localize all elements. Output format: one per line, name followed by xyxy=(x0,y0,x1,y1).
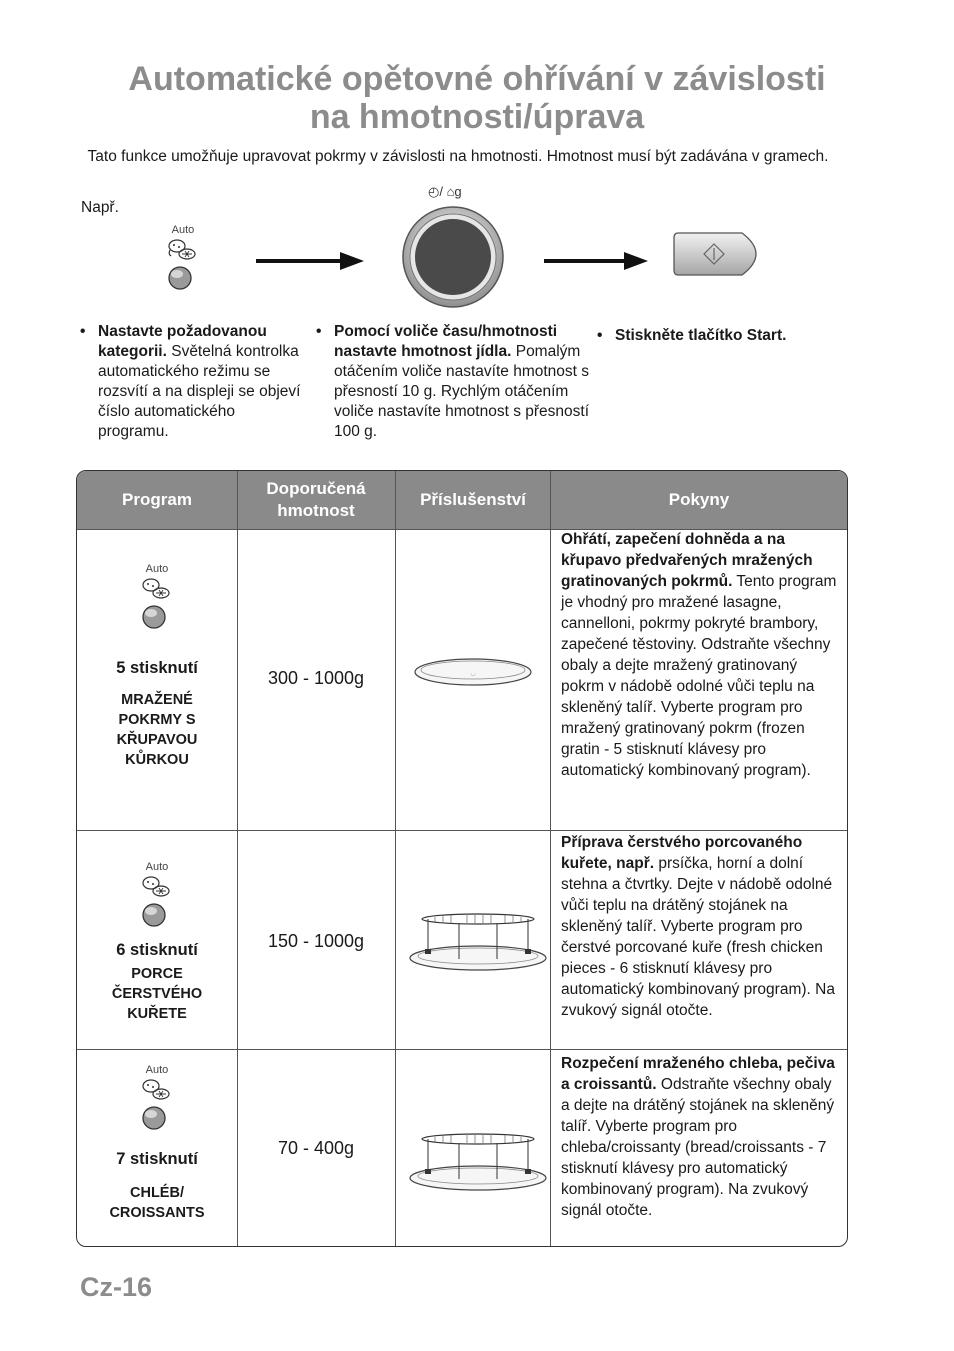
example-label: Např. xyxy=(81,199,119,216)
program-name: CHLÉB/ CROISSANTS xyxy=(109,1185,205,1221)
press-count: 6 stisknutí xyxy=(116,941,198,959)
auto-label: Auto xyxy=(145,861,169,873)
page-number: Cz-16 xyxy=(80,1272,153,1302)
auto-button-illustration xyxy=(132,1064,182,1130)
title-line-1: Automatické opětovné ohřívání v závislosti xyxy=(128,60,826,98)
press-count: 7 stisknutí xyxy=(116,1150,198,1168)
recommended-weight: 300 - 1000g xyxy=(267,668,365,688)
svg-text:◡: ◡ xyxy=(470,670,476,677)
page-title xyxy=(40,60,914,136)
step-3: • Stiskněte tlačítko Start. xyxy=(597,327,787,344)
table-header xyxy=(77,471,847,529)
table-row-program xyxy=(77,1064,237,1223)
instructions: Ohřátí, zapečení dohněda a na křupavo předvařených mražených gratinovaných pokrmů. Tento program je vhodný pro mražené lasagne, cannelloni, pokrmy pokryté brambory, zapečené těstoviny. Odstraňte všechny obaly a dejte mražený gratinovaný pokrm v nádobě odolné vůči teplu na skleněný talíř. Vyberte program pro mražený gratinovaný pokrm (frozen gratin - 5 stisknutí klávesy pro automatický kombinovaný program). xyxy=(561,531,837,779)
recommended-weight: 150 - 1000g xyxy=(267,931,365,951)
table-row-program xyxy=(77,563,237,770)
arrow-icon xyxy=(544,250,654,272)
arrow-icon xyxy=(256,250,366,272)
start-button-icon xyxy=(672,230,772,278)
step-1: • Nastavte požadovanou kategorii. Světelná kontrolka automatického režimu se rozsvítí a na displeji se objeví číslo automatického programu. xyxy=(80,323,301,440)
time-weight-icons: ◴/ ⌂g xyxy=(428,184,462,199)
auto-button-illustration xyxy=(132,861,182,927)
auto-label: Auto xyxy=(145,563,169,575)
time-weight-dial xyxy=(401,204,505,310)
title-line-2: na hmotnosti/úprava xyxy=(309,98,645,136)
recommended-weight: 70 - 400g xyxy=(277,1138,355,1158)
program-name: MRAŽENÉ POKRMY S KŘUPAVOU KŮRKOU xyxy=(116,692,198,768)
auto-food-icon xyxy=(160,236,206,290)
header-accessory: Příslušenství xyxy=(420,490,526,509)
instructions: Příprava čerstvého porcovaného kuřete, např. prsíčka, horní a dolní stehna a čtvrtky. Dejte v nádobě odolné vůči teplu na drátěný stojánek na skleněný talíř. Vyberte program pro čerstvé porcované kuře (fresh chicken pieces - 6 stisknutí klávesy pro automatický kombinovaný program). Na zvukový signál otočte. xyxy=(561,834,835,1019)
auto-food-icon xyxy=(134,1076,180,1130)
program-name: PORCE ČERSTVÉHO KUŘETE xyxy=(111,966,203,1022)
auto-button-illustration xyxy=(158,224,208,290)
step-2: • Pomocí voliče času/hmotnosti nastavte hmotnost jídla. Pomalým otáčením voliče nastavíte hmotnost s přesností 10 g. Rychlým otáčením voliče nastavíte hmotnost s přesností 100 g. xyxy=(316,323,590,440)
header-weight: Doporučená hmotnost xyxy=(266,479,366,520)
glass-tray-icon xyxy=(412,653,534,691)
auto-button-illustration xyxy=(132,563,182,629)
header-instructions: Pokyny xyxy=(668,490,730,509)
wire-rack-on-tray-icon xyxy=(407,1131,549,1193)
wire-rack-on-tray-icon xyxy=(407,911,549,973)
header-program: Program xyxy=(122,490,192,509)
auto-food-icon xyxy=(134,575,180,629)
auto-label: Auto xyxy=(145,1064,169,1076)
press-count: 5 stisknutí xyxy=(116,659,198,677)
program-table xyxy=(76,470,848,1247)
intro-text: Tato funkce umožňuje upravovat pokrmy v závislosti na hmotnosti. Hmotnost musí být zadávána v gramech. xyxy=(87,148,829,165)
instructions: Rozpečení mraženého chleba, pečiva a croissantů. Odstraňte všechny obaly a dejte na drátěný stojánek na skleněný talíř. Vyberte program pro chleba/croissanty (bread/croissants - 7 stisknutí klávesy pro automatický kombinovaný program). Na zvukový signál otočte. xyxy=(561,1055,835,1219)
table-row-program xyxy=(77,861,237,1024)
auto-food-icon xyxy=(134,873,180,927)
auto-label: Auto xyxy=(171,224,195,236)
